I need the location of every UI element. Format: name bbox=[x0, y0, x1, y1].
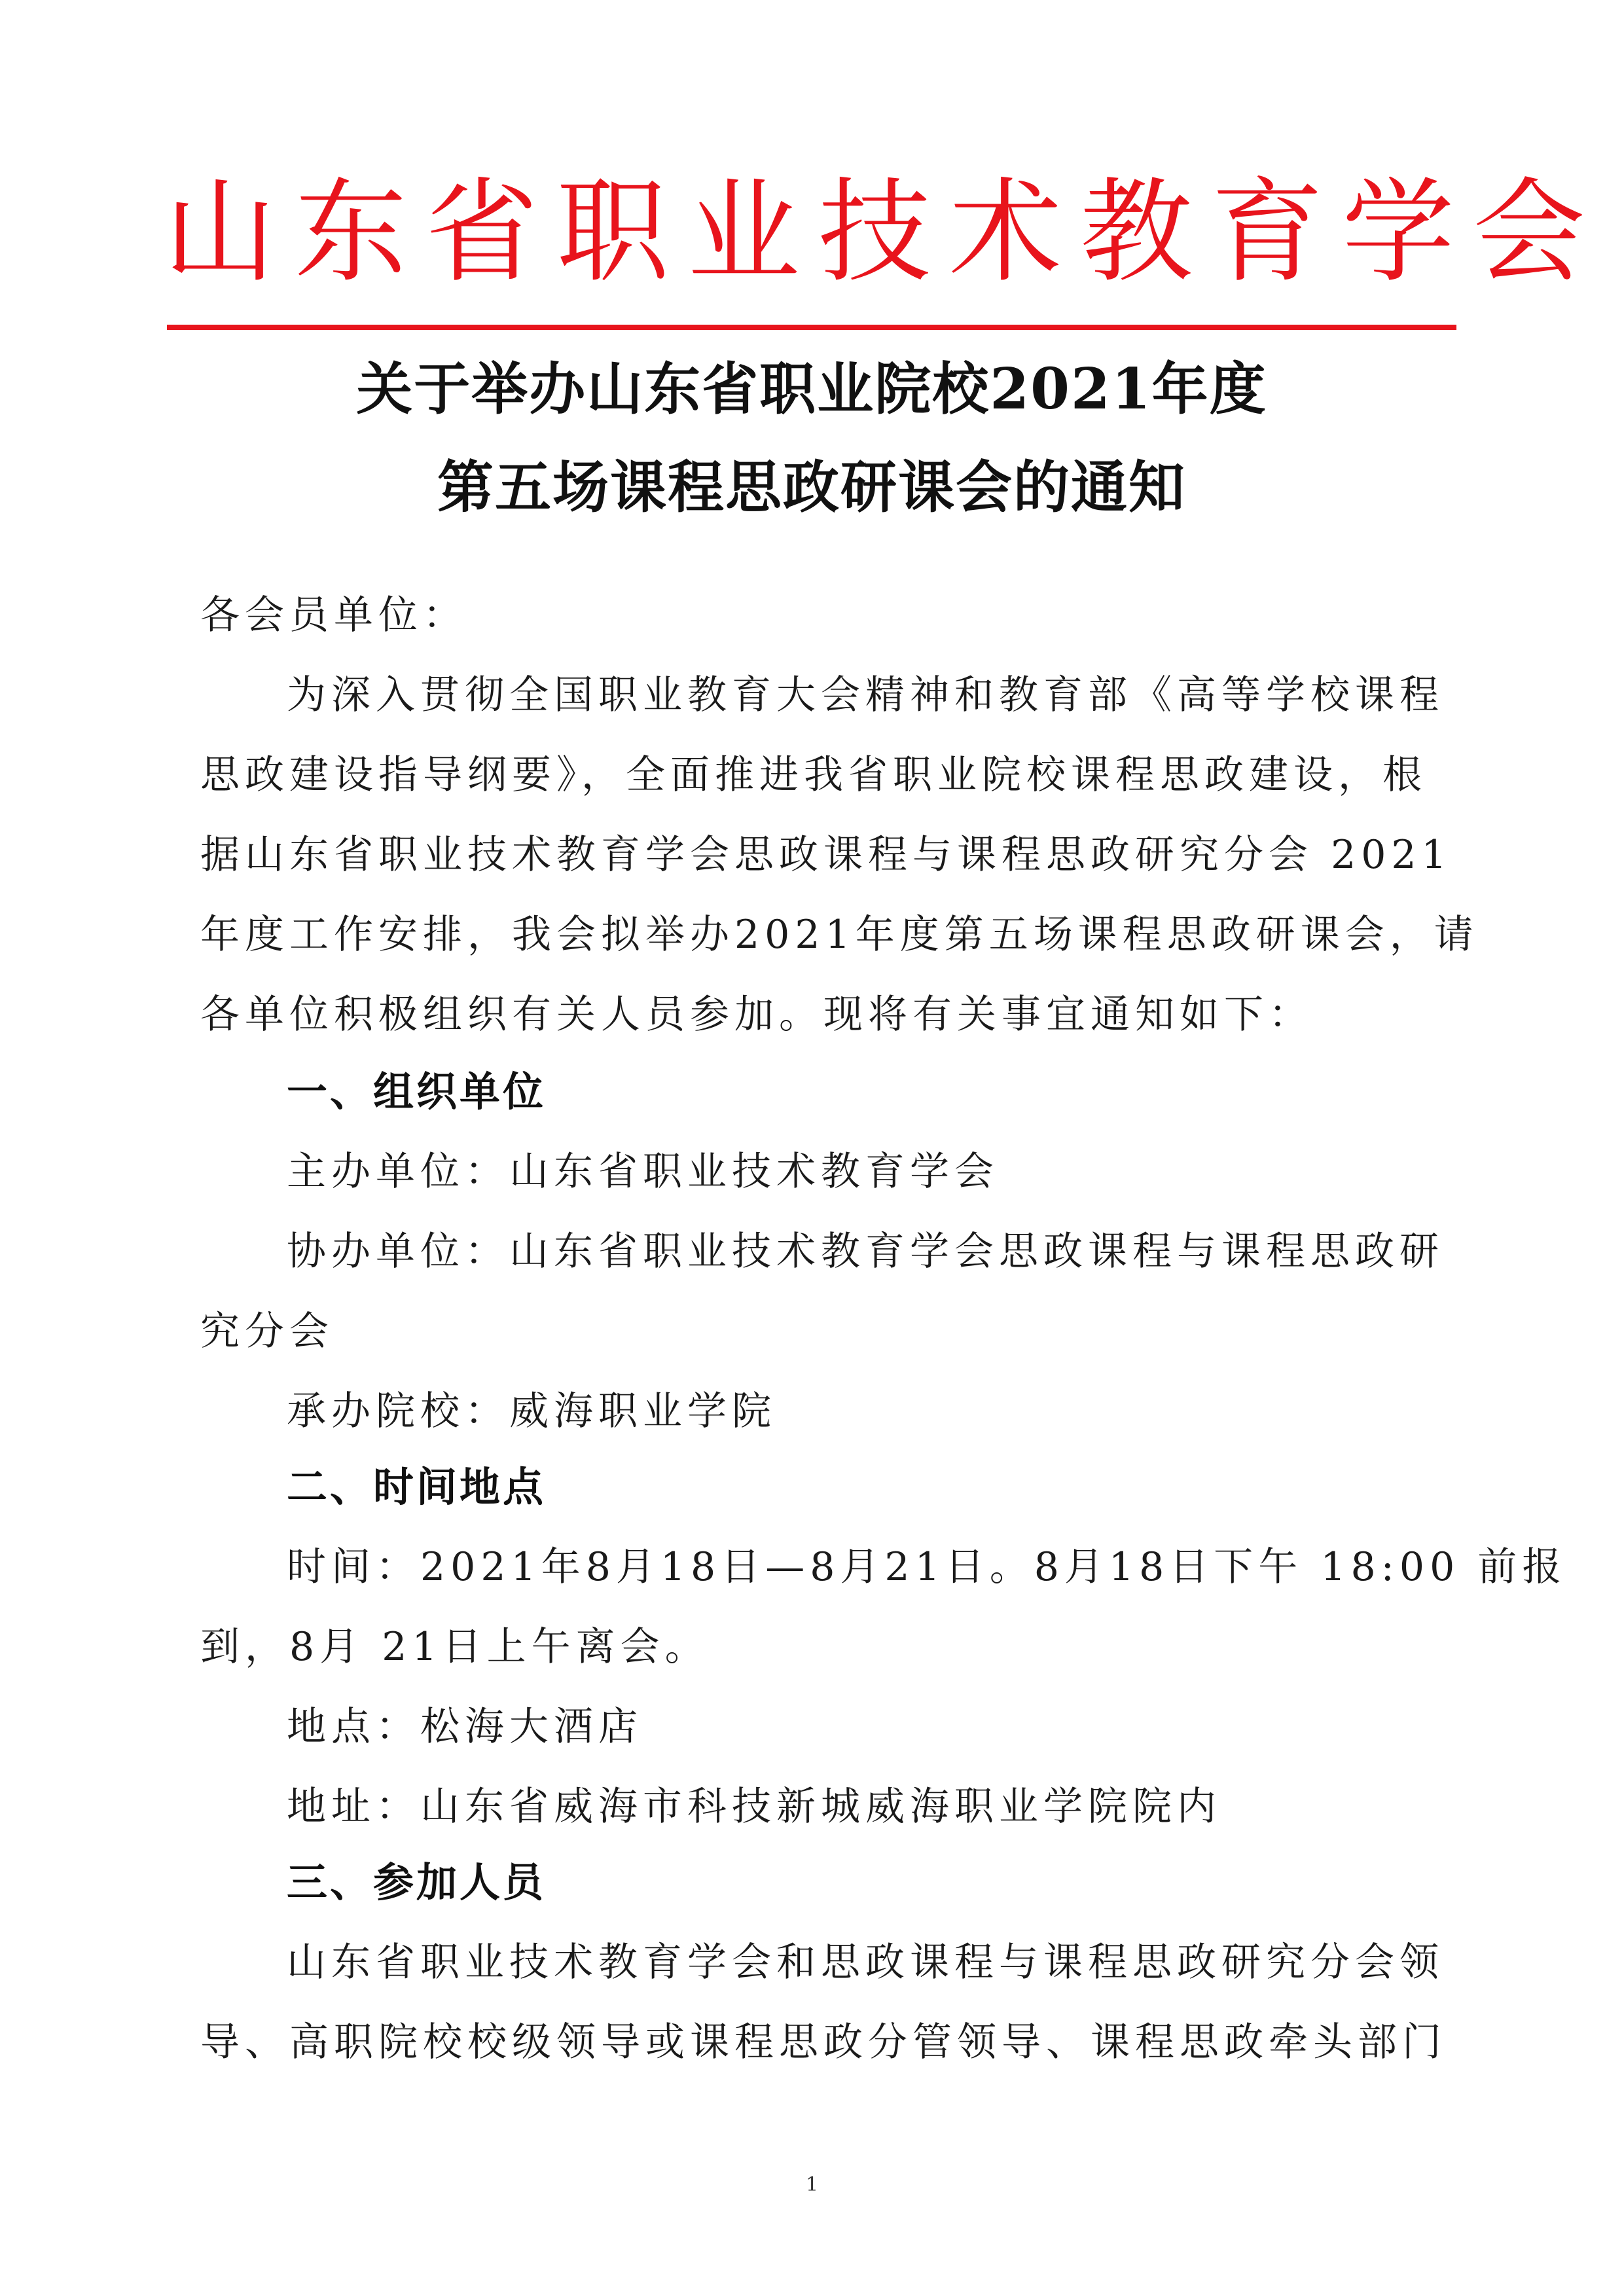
host-unit: 主办单位：山东省职业技术教育学会 bbox=[287, 1149, 999, 1195]
intro-line-5: 各单位积极组织有关人员参加。现将有关事宜通知如下： bbox=[200, 992, 1313, 1038]
letterhead-red-rule bbox=[167, 325, 1456, 330]
co-host-unit-line-1: 协办单位：山东省职业技术教育学会思政课程与课程思政研 bbox=[287, 1229, 1444, 1274]
salutation: 各会员单位： bbox=[200, 592, 467, 638]
section-1-heading: 一、组织单位 bbox=[287, 1068, 547, 1115]
section-2-heading: 二、时间地点 bbox=[287, 1463, 547, 1511]
organizer-unit: 承办院校：威海职业学院 bbox=[287, 1388, 776, 1434]
page-number: 1 bbox=[805, 2173, 819, 2196]
venue: 地点：松海大酒店 bbox=[287, 1704, 643, 1750]
address: 地址：山东省威海市科技新城威海职业学院院内 bbox=[287, 1784, 1221, 1830]
section-3-heading: 三、参加人员 bbox=[287, 1858, 547, 1906]
intro-line-3: 据山东省职业技术教育学会思政课程与课程思政研究分会 2021 bbox=[200, 832, 1452, 878]
intro-line-4: 年度工作安排，我会拟举办2021年度第五场课程思政研课会，请 bbox=[200, 912, 1479, 958]
co-host-unit-line-2: 究分会 bbox=[200, 1309, 334, 1354]
letterhead-org-name: 山东省职业技术教育学会 bbox=[164, 166, 1604, 298]
participants-line-2: 导、高职院校校级领导或课程思政分管领导、课程思政牵头部门 bbox=[200, 2019, 1447, 2065]
intro-line-2: 思政建设指导纲要》，全面推进我省职业院校课程思政建设，根 bbox=[200, 752, 1427, 798]
notice-title-line-2: 第五场课程思政研课会的通知 bbox=[437, 454, 1186, 520]
participants-line-1: 山东省职业技术教育学会和思政课程与课程思政研究分会领 bbox=[287, 1940, 1444, 1985]
notice-title-line-1: 关于举办山东省职业院校2021年度 bbox=[356, 356, 1267, 422]
time-line-1: 时间：2021年8月18日—8月21日。8月18日下午 18:00 前报 bbox=[287, 1544, 1567, 1590]
intro-line-1: 为深入贯彻全国职业教育大会精神和教育部《高等学校课程 bbox=[287, 672, 1444, 718]
time-line-2: 到，8月 21日上午离会。 bbox=[200, 1624, 710, 1670]
